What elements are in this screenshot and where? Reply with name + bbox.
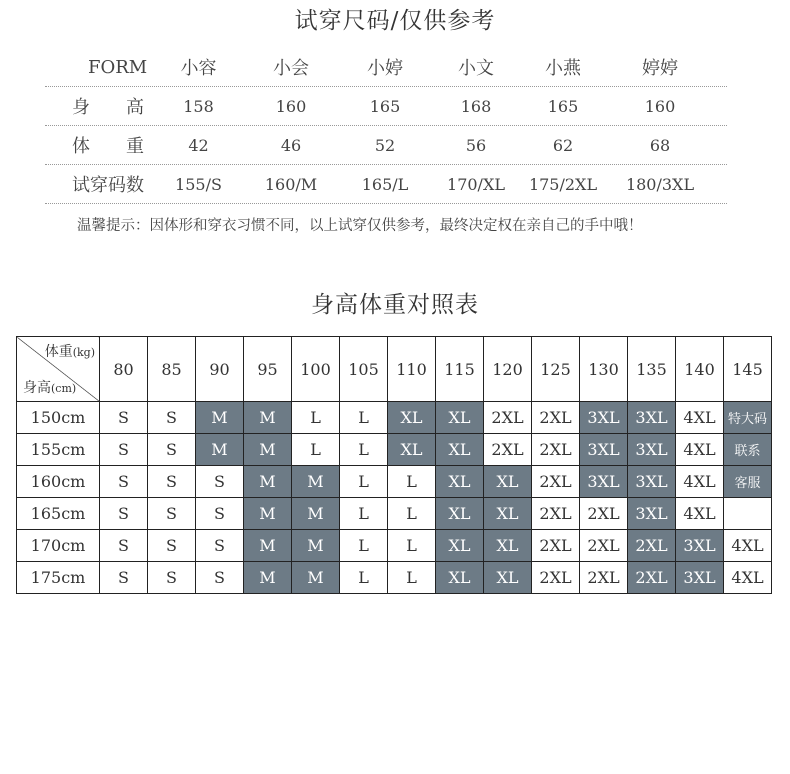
size-cell: 2XL [484, 402, 532, 434]
trial-value: 155/S [175, 174, 222, 194]
table-header-row [17, 337, 772, 402]
weight-axis-label [45, 341, 95, 361]
size-cell: L [292, 434, 340, 466]
height-axis-label [23, 377, 76, 397]
height-header: 155cm [17, 434, 100, 466]
size-cell: L [340, 530, 388, 562]
size-cell: S [196, 498, 244, 530]
contact-service-cell: 客服 [724, 466, 772, 498]
size-cell: M [292, 530, 340, 562]
size-cell: 2XL [580, 530, 628, 562]
size-cell: XL [436, 466, 484, 498]
weight-header: 95 [244, 337, 292, 402]
trial-label-weight [45, 132, 150, 158]
size-cell: 3XL [628, 498, 676, 530]
trial-value: 62 [552, 135, 574, 155]
size-cell: S [100, 466, 148, 498]
trial-value: 168 [460, 96, 492, 116]
weight-header: 85 [148, 337, 196, 402]
size-cell: 2XL [484, 434, 532, 466]
size-cell: L [388, 562, 436, 594]
size-cell: 3XL [580, 434, 628, 466]
weight-label: 体重 [44, 344, 73, 360]
size-cell: 2XL [532, 498, 580, 530]
label-char: 重 [126, 136, 144, 157]
size-cell: 3XL [628, 402, 676, 434]
label-char: 体 [72, 136, 90, 157]
size-cell: M [292, 498, 340, 530]
contact-service-cell: 联系 [724, 434, 772, 466]
size-cell: M [244, 562, 292, 594]
size-cell: M [244, 466, 292, 498]
size-cell: S [148, 434, 196, 466]
size-cell: 3XL [628, 434, 676, 466]
table-row [17, 530, 772, 562]
size-cell: XL [436, 498, 484, 530]
size-cell: 2XL [580, 498, 628, 530]
weight-header: 115 [436, 337, 484, 402]
trial-value: 160 [644, 96, 676, 116]
trial-header-person: 小会 [273, 58, 309, 79]
size-cell: 3XL [580, 466, 628, 498]
trial-header-form: FORM [88, 56, 148, 78]
size-cell: L [340, 402, 388, 434]
size-cell: M [292, 562, 340, 594]
chart-title: 身高体重对照表 [311, 292, 479, 318]
weight-header: 110 [388, 337, 436, 402]
height-weight-table [16, 336, 772, 594]
table-row [17, 466, 772, 498]
height-header: 150cm [17, 402, 100, 434]
height-label: 身高 [23, 380, 51, 396]
trial-value: 160/M [264, 174, 318, 194]
trial-header-person: 小文 [458, 58, 494, 79]
height-unit: (cm) [51, 382, 77, 395]
table-row [17, 562, 772, 594]
table-row [17, 498, 772, 530]
weight-header: 145 [724, 337, 772, 402]
trial-value: 180/3XL [625, 174, 695, 194]
height-header: 175cm [17, 562, 100, 594]
trial-value: 165 [547, 96, 579, 116]
size-cell: S [196, 562, 244, 594]
weight-header: 90 [196, 337, 244, 402]
size-cell: S [148, 466, 196, 498]
size-cell: M [292, 466, 340, 498]
height-header: 170cm [17, 530, 100, 562]
trial-row-height [45, 86, 727, 126]
size-cell: 4XL [676, 498, 724, 530]
size-cell: S [100, 498, 148, 530]
weight-unit: (kg) [72, 346, 95, 359]
size-cell: S [196, 530, 244, 562]
size-cell: 4XL [676, 466, 724, 498]
size-cell: M [244, 530, 292, 562]
weight-header: 140 [676, 337, 724, 402]
size-cell: XL [484, 466, 532, 498]
size-cell: L [388, 530, 436, 562]
size-cell: 2XL [532, 434, 580, 466]
trial-value: 42 [188, 135, 209, 155]
size-cell: L [340, 434, 388, 466]
size-cell: M [196, 402, 244, 434]
size-cell: M [244, 402, 292, 434]
size-cell: XL [484, 498, 532, 530]
size-cell: 4XL [676, 402, 724, 434]
size-cell: S [148, 562, 196, 594]
size-cell: XL [388, 434, 436, 466]
contact-service-cell: 特大码 [724, 402, 772, 434]
size-cell: XL [484, 562, 532, 594]
size-cell: 2XL [628, 530, 676, 562]
size-cell: XL [436, 530, 484, 562]
size-cell: 3XL [676, 562, 724, 594]
size-cell: S [100, 530, 148, 562]
size-cell: M [244, 498, 292, 530]
tip-note: 温馨提示：因体形和穿衣习惯不同，以上试穿仅供参考，最终决定权在亲自己的手中哦！ [77, 218, 643, 234]
trial-row-weight [45, 126, 727, 165]
label-char: 高 [126, 97, 144, 118]
size-cell: S [100, 402, 148, 434]
size-cell: L [388, 466, 436, 498]
weight-header: 80 [100, 337, 148, 402]
size-cell: XL [436, 434, 484, 466]
trial-value: 165 [369, 96, 401, 116]
size-cell: L [340, 562, 388, 594]
weight-header: 130 [580, 337, 628, 402]
size-cell: S [100, 562, 148, 594]
size-cell: XL [436, 562, 484, 594]
trial-label-size: 试穿码数 [72, 175, 144, 196]
trial-size-table [45, 48, 727, 204]
size-cell: XL [436, 402, 484, 434]
size-cell: S [148, 402, 196, 434]
size-cell: S [148, 530, 196, 562]
size-cell: 2XL [532, 530, 580, 562]
size-cell: 3XL [628, 466, 676, 498]
size-cell: 3XL [676, 530, 724, 562]
trial-header-person: 婷婷 [642, 58, 678, 79]
trial-value: 175/2XL [528, 174, 598, 194]
trial-header-row [45, 48, 727, 86]
trial-value: 52 [374, 135, 396, 155]
size-cell: 3XL [580, 402, 628, 434]
size-cell: 4XL [676, 434, 724, 466]
weight-header: 105 [340, 337, 388, 402]
weight-header: 125 [532, 337, 580, 402]
trial-value: 46 [280, 135, 302, 155]
height-header: 160cm [17, 466, 100, 498]
size-cell: M [196, 434, 244, 466]
size-cell: S [100, 434, 148, 466]
size-cell: 2XL [628, 562, 676, 594]
weight-header: 120 [484, 337, 532, 402]
size-cell: XL [388, 402, 436, 434]
trial-value: 56 [465, 135, 487, 155]
size-cell: L [340, 498, 388, 530]
trial-title: 试穿尺码/仅供参考 [294, 8, 496, 34]
size-cell: L [388, 498, 436, 530]
trial-value: 158 [183, 96, 214, 116]
size-cell: L [292, 402, 340, 434]
corner-cell [17, 337, 100, 402]
height-header: 165cm [17, 498, 100, 530]
size-cell: 4XL [724, 562, 772, 594]
label-char: 身 [72, 97, 90, 118]
size-cell: S [196, 466, 244, 498]
trial-value: 165/L [361, 174, 409, 194]
size-cell: L [340, 466, 388, 498]
size-cell: M [244, 434, 292, 466]
weight-header: 100 [292, 337, 340, 402]
trial-value: 68 [649, 135, 671, 155]
trial-header-person: 小燕 [545, 58, 581, 79]
size-cell: 2XL [532, 466, 580, 498]
weight-header: 135 [628, 337, 676, 402]
table-row [17, 434, 772, 466]
trial-row-size [45, 165, 727, 204]
size-cell: 4XL [724, 530, 772, 562]
trial-header-person: 小婷 [367, 58, 403, 79]
size-cell [724, 498, 772, 530]
size-cell: 2XL [532, 562, 580, 594]
trial-label-height [45, 93, 150, 119]
size-cell: XL [484, 530, 532, 562]
size-cell: 2XL [580, 562, 628, 594]
trial-value: 160 [275, 96, 307, 116]
table-row [17, 402, 772, 434]
size-cell: S [148, 498, 196, 530]
trial-value: 170/XL [447, 174, 505, 194]
size-cell: 2XL [532, 402, 580, 434]
trial-header-person: 小容 [180, 58, 217, 79]
